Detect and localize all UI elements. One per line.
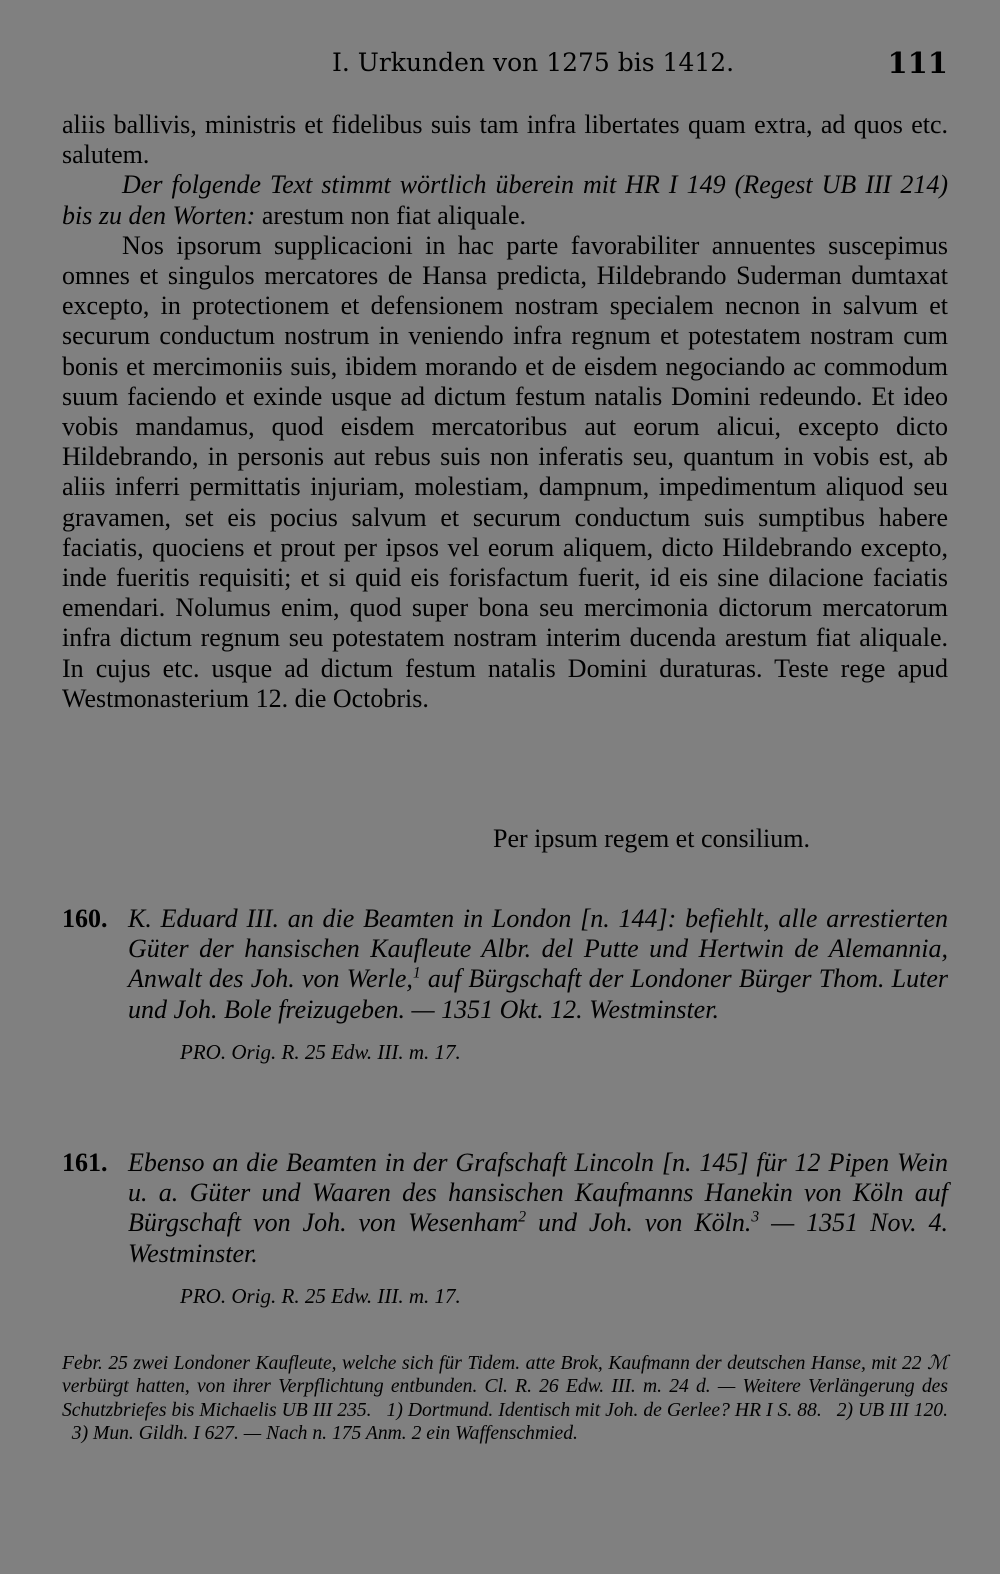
paragraph-editorial-note — [62, 170, 948, 230]
paragraph-charter-text: Nos ipsorum supplicacioni in hac parte favorabiliter annuentes suscepimus omnes et singulos mercatores de Hansa predicta, Hildebrando Suderman dumtaxat excepto, in protectionem et defensionem nostram specialem necnon in salvum et securum conductum nostrum in veniendo infra regnum et potestatem nostram cum bonis et mercimoniis suis, ibidem morando et de eisdem negociando ac commodum suum faciendo et exinde usque ad dictum festum natalis Domini redeundo. Et ideo vobis mandamus, quod eisdem mercatoribus aut eorum alicui, excepto dicto Hildebrando, in personis aut rebus suis non inferatis seu, quantum in vobis est, ab aliis inferri permittatis injuriam, molestiam, dampnum, impedimentum aliquod seu gravamen, set eis pocius salvum et securum conductum suis sumptibus habere faciatis, quociens et prout per ipsos vel eorum aliquem, dicto Hildebrando excepto, inde fueritis requisiti; et si quid eis forisfactum fuerit, id eis sine dilacione faciatis emendari. Nolumus enim, quod super bona seu mercimonia dictorum mercatorum infra dictum regnum seu potestatem nostram interim ducenda arestum fiat aliquale. In cujus etc. usque ad dictum festum natalis Domini duraturas. Teste rege apud Westmonasterium 12. die Octobris. — [62, 230, 948, 713]
footnote-ref: 2 — [518, 1208, 527, 1226]
editorial-note-italic: Der folgende Text stimmt wörtlich überein mit HR I 149 (Regest UB III 214) bis zu den Worten: — [62, 170, 948, 230]
page-number: 111 — [887, 46, 948, 80]
regest-text: K. Eduard III. an die Beamten in London [n. 144]: befiehlt, alle arrestierten Güter der hansischen Kaufleute Albr. del Putte und Hertwin de Alemannia, Anwalt des Joh. von Werle, — [128, 904, 948, 994]
entry-regest — [128, 904, 948, 1025]
footnote-2: 2) UB III 120. — [836, 1399, 948, 1421]
footnote-lead: Febr. 25 zwei Londoner Kaufleute, welche sich für Tidem. atte Brok, Kaufmann der deutschen Hanse, mit 22 ℳ verbürgt hatten, von ihrer Verpflichtung entbunden. Cl. R. 26 Edw. III. m. 24 d. — Weitere Verlängerung des Schutzbriefes bis Michaelis UB III 235. — [62, 1353, 948, 1421]
running-title: I. Urkunden von 1275 bis 1412. — [332, 48, 735, 77]
editorial-note-quote: arestum non fiat aliquale. — [255, 200, 527, 230]
entry-160 — [62, 904, 948, 1067]
entry-number: 160. — [62, 904, 108, 933]
footnote-ref: 1 — [412, 964, 421, 982]
signature-line: Per ipsum regem et consilium. — [493, 824, 811, 853]
regest-text: — 1351 Nov. 4. Westminster. — [128, 1208, 948, 1268]
main-text — [62, 110, 948, 714]
footnote-ref: 3 — [751, 1208, 760, 1226]
footnote-3: 3) Mun. Gildh. I 627. — Nach n. 175 Anm. 2 ein Waffenschmied. — [71, 1422, 578, 1444]
footnotes — [62, 1352, 948, 1445]
paragraph-salutation: aliis ballivis, ministris et fidelibus suis tam infra libertates quam extra, ad quos etc. salutem. — [62, 110, 948, 170]
footnote-1: 1) Dortmund. Identisch mit Joh. de Gerlee? HR I S. 88. — [386, 1399, 822, 1421]
entry-source: PRO. Orig. R. 25 Edw. III. m. 17. — [180, 1283, 461, 1308]
entry-number: 161. — [62, 1148, 108, 1177]
regest-text: und Joh. von Köln. — [526, 1208, 752, 1238]
entry-161 — [62, 1148, 948, 1311]
regest-text: Ebenso an die Beamten in der Grafschaft Lincoln [n. 145] für 12 Pipen Wein u. a. Güter und Waaren des hansischen Kaufmanns Hanekin von Köln auf Bürgschaft von Joh. von Wesenham — [128, 1148, 948, 1238]
running-header — [62, 48, 948, 88]
footnote-text — [62, 1352, 948, 1445]
entry-regest — [128, 1148, 948, 1269]
entry-source: PRO. Orig. R. 25 Edw. III. m. 17. — [180, 1039, 461, 1064]
regest-text: auf Bürgschaft der Londoner Bürger Thom. Luter und Joh. Bole freizugeben. — 1351 Okt. 12. Westminster. — [128, 964, 948, 1024]
